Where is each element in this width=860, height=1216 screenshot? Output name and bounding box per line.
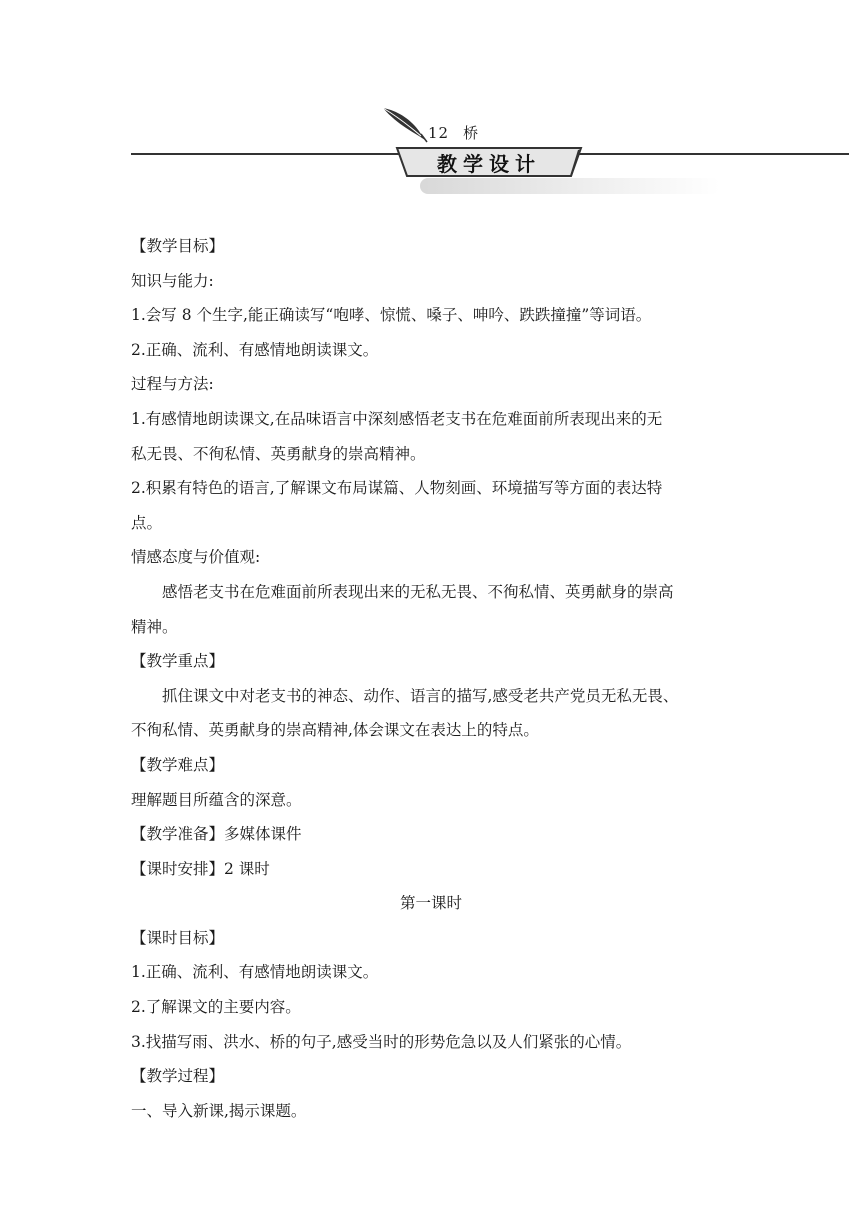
text-line: 感悟老支书在危难面前所表现出来的无私无畏、不徇私情、英勇献身的崇高 <box>162 582 674 601</box>
text-line: 精神。 <box>131 617 178 636</box>
lesson-name: 桥 <box>463 124 480 142</box>
subheading-process-method: 过程与方法: <box>131 375 214 394</box>
text-line: 抓住课文中对老支书的神态、动作、语言的描写,感受老共产党员无私无畏、 <box>162 686 679 705</box>
section-badge: 教学设计 <box>437 152 541 176</box>
heading-key-points: 【教学重点】 <box>131 652 225 671</box>
text-line: 2.正确、流利、有感情地朗读课文。 <box>131 340 379 359</box>
document-body <box>131 229 731 1128</box>
text-line: 2.积累有特色的语言,了解课文布局谋篇、人物刻画、环境描写等方面的表达特 <box>131 479 663 498</box>
text-line: 私无畏、不徇私情、英勇献身的崇高精神。 <box>131 444 426 463</box>
text-line: 1.正确、流利、有感情地朗读课文。 <box>131 963 379 982</box>
lesson-title <box>428 122 479 143</box>
feather-quill-icon <box>381 104 429 144</box>
heading-preparation: 【教学准备】多媒体课件 <box>131 825 302 844</box>
page-header <box>0 98 860 198</box>
subheading-knowledge-ability: 知识与能力: <box>131 271 214 290</box>
heading-difficulties: 【教学难点】 <box>131 755 225 774</box>
text-line: 2.了解课文的主要内容。 <box>131 998 301 1017</box>
text-line: 1.有感情地朗读课文,在品味语言中深刻感悟老支书在危难面前所表现出来的无 <box>131 409 663 428</box>
text-line: 3.找描写雨、洪水、桥的句子,感受当时的形势危急以及人们紧张的心情。 <box>131 1032 632 1051</box>
header-shadow <box>420 178 720 194</box>
heading-schedule: 【课时安排】2 课时 <box>131 859 270 878</box>
heading-session-goals: 【课时目标】 <box>131 928 225 947</box>
text-line: 不徇私情、英勇献身的崇高精神,体会课文在表达上的特点。 <box>131 721 539 740</box>
lesson-number: 12 <box>428 124 450 142</box>
text-line: 一、导入新课,揭示课题。 <box>131 1101 307 1120</box>
heading-teaching-goals: 【教学目标】 <box>131 237 225 255</box>
heading-teaching-process: 【教学过程】 <box>131 1067 225 1086</box>
text-line: 点。 <box>131 513 163 532</box>
text-line: 1.会写 8 个生字,能正确读写“咆哮、惊慌、嗓子、呻吟、跌跌撞撞”等词语。 <box>131 306 652 325</box>
text-line: 理解题目所蕴含的深意。 <box>131 790 302 809</box>
subheading-attitude-values: 情感态度与价值观: <box>131 548 261 567</box>
session-title: 第一课时 <box>399 894 462 913</box>
